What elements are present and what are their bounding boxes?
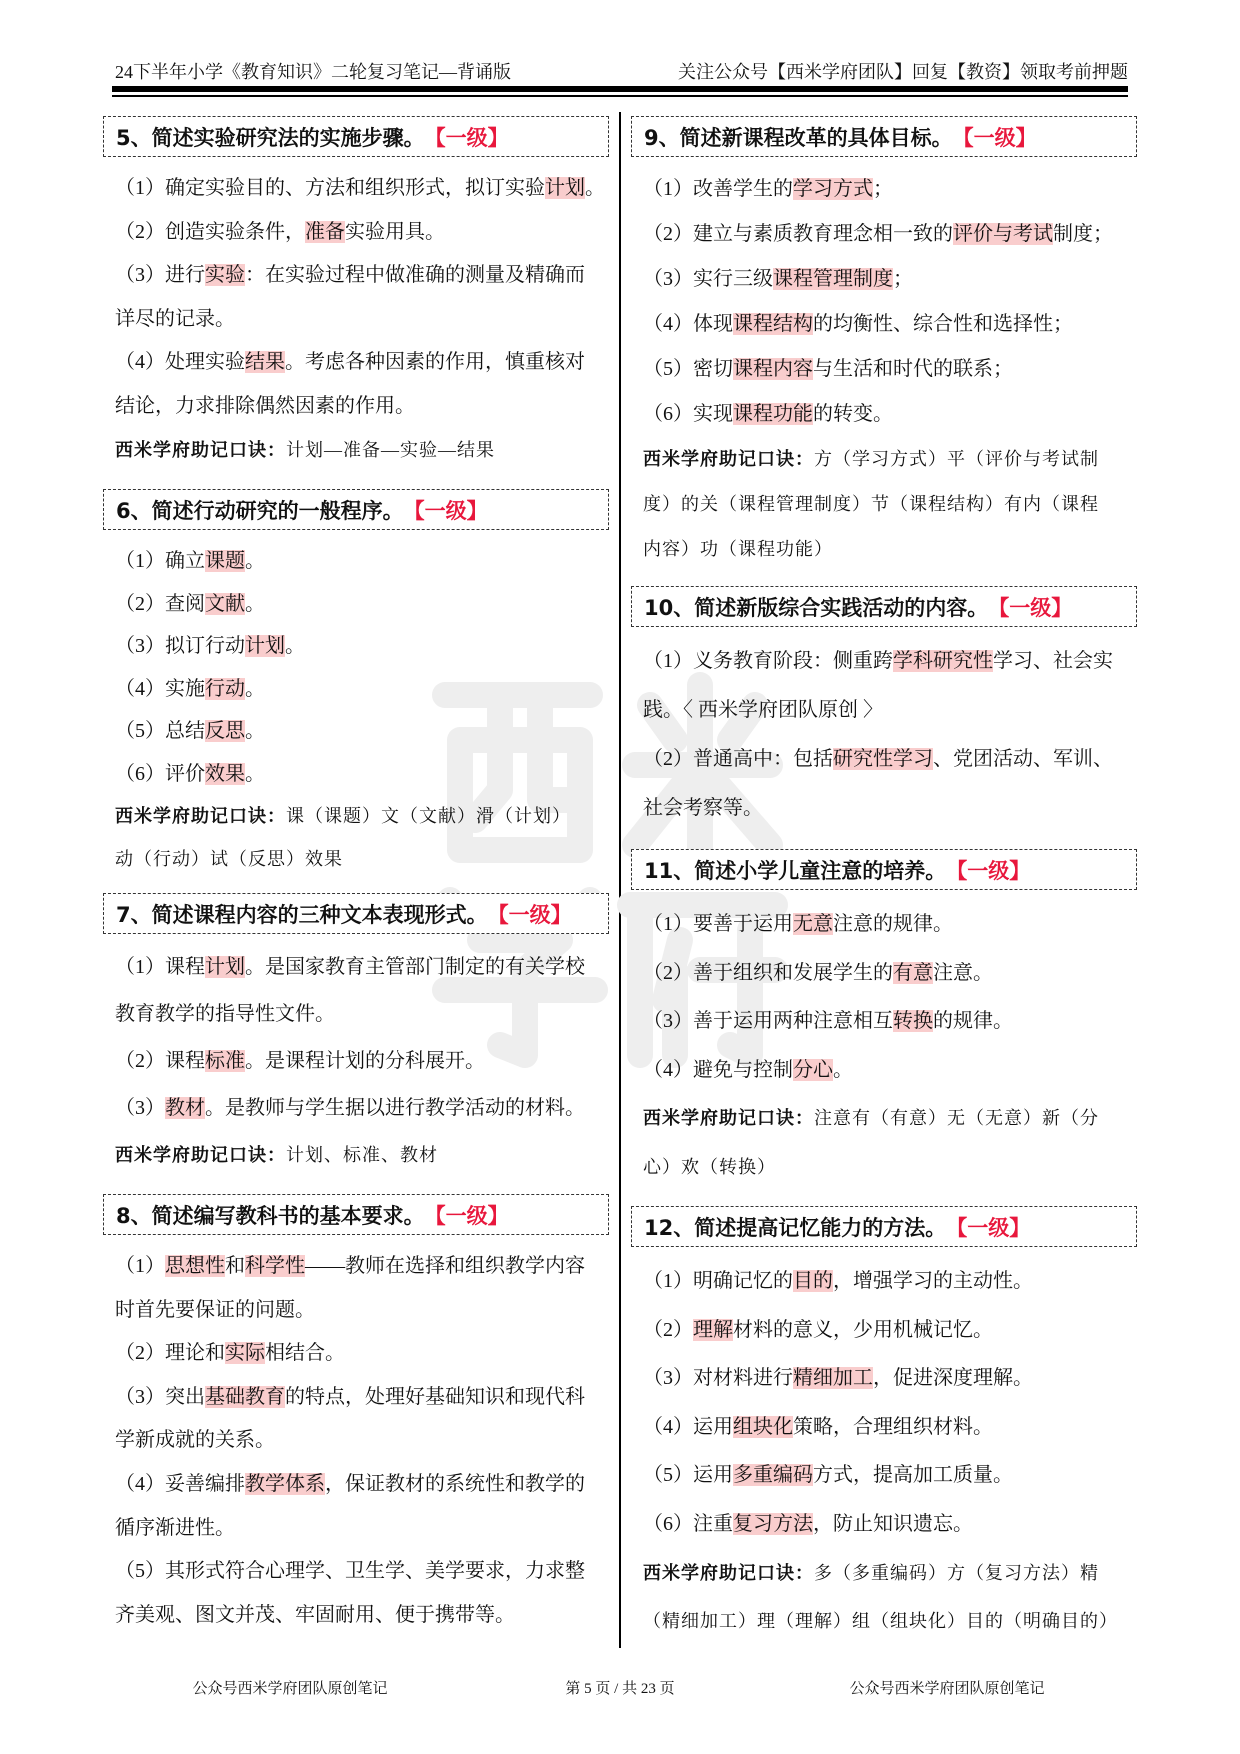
level-badge: 【一级】 — [403, 498, 488, 523]
answer-text: （2）普通高中：包括 — [643, 748, 833, 770]
answer-line — [115, 1289, 609, 1333]
answer-text: （1）要善于运用 — [643, 913, 793, 935]
answer-line — [115, 1463, 609, 1507]
highlighted-keyword: 计划 — [245, 635, 285, 657]
mnemonic-text: 计划—准备—实验—结果 — [286, 439, 495, 460]
mnemonic-text: （精细加工）理（理解）组（组块化）目的（明确目的） — [643, 1611, 1118, 1632]
question-title-box — [631, 116, 1137, 157]
answer-line — [115, 944, 609, 991]
mnemonic-label: 西米学府助记口诀： — [115, 1145, 286, 1165]
answer-text: 学新成就的关系。 — [115, 1429, 275, 1452]
answer-text: （2）课程 — [115, 1050, 205, 1072]
answer-text: （5）运用 — [643, 1464, 733, 1487]
column-divider — [619, 112, 621, 1648]
answer-text: 详尽的记录。 — [115, 307, 235, 330]
mnemonic-line — [115, 795, 609, 838]
answer-text: 时首先要保证的问题。 — [115, 1298, 315, 1321]
highlighted-keyword: 无意 — [793, 913, 833, 935]
answer-text: （1）课程 — [115, 956, 205, 978]
answer-text: （4）妥善编排 — [115, 1472, 245, 1495]
answer-text: （1）确立 — [115, 550, 205, 572]
level-badge: 【一级】 — [946, 858, 1031, 883]
mnemonic-text: 度）的关（课程管理制度）节（课程结构）有内（课程 — [643, 494, 1099, 514]
answer-line — [643, 997, 1137, 1046]
level-badge: 【一级】 — [946, 1215, 1031, 1240]
answer-text: 。 — [285, 635, 305, 657]
answer-text: （1）改善学生的 — [643, 178, 793, 200]
mnemonic-line — [643, 1143, 1137, 1192]
answer-text: 。 — [245, 677, 265, 700]
answer-text: （3）拟订行动 — [115, 635, 245, 657]
answer-text: 。考虑各种因素的作用，慎重核对 — [285, 351, 585, 374]
highlighted-keyword: 计划 — [205, 956, 245, 978]
highlighted-keyword: 有意 — [893, 961, 933, 984]
mnemonic-text: 动（行动）试（反思）效果 — [115, 848, 343, 869]
highlighted-keyword: 科学性 — [245, 1255, 305, 1277]
answer-line — [115, 211, 609, 255]
answer-text: （2）理论和 — [115, 1342, 225, 1365]
answer-text: ，增强学习的主动性。 — [833, 1270, 1033, 1292]
answer-lines — [103, 157, 609, 472]
question-title-box — [103, 893, 609, 934]
answer-line — [115, 991, 609, 1038]
answer-line — [643, 1500, 1137, 1549]
answer-line — [115, 668, 609, 711]
answer-line — [115, 625, 609, 668]
question-title: 5、简述实验研究法的实施步骤。 — [116, 125, 425, 150]
answer-line — [115, 1038, 609, 1085]
answer-text: （2）查阅 — [115, 592, 205, 615]
mnemonic-text: 注意有（有意）无（无意）新（分 — [814, 1108, 1099, 1129]
answer-line — [115, 583, 609, 626]
answer-text: 结论，力求排除偶然因素的作用。 — [115, 394, 415, 417]
highlighted-keyword: 多重编码 — [733, 1464, 813, 1487]
answer-text: （1）义务教育阶段：侧重跨 — [643, 650, 893, 672]
highlighted-keyword: 基础教育 — [205, 1385, 285, 1408]
highlighted-keyword: 标准 — [205, 1050, 245, 1072]
header-rule-thin — [112, 95, 1128, 97]
answer-line — [643, 347, 1137, 392]
highlighted-keyword: 评价与考试 — [953, 223, 1053, 245]
answer-line — [643, 212, 1137, 257]
answer-text: 学习、社会实 — [993, 650, 1113, 672]
highlighted-keyword: 目的 — [793, 1270, 833, 1292]
highlighted-keyword: 效果 — [205, 762, 245, 785]
question-title: 7、简述课程内容的三种文本表现形式。 — [116, 902, 488, 927]
mnemonic-label: 西米学府助记口诀： — [643, 1562, 814, 1583]
level-badge: 【一级】 — [424, 125, 509, 150]
mnemonic-text: 心）欢（转换） — [643, 1156, 776, 1177]
answer-text: 。是国家教育主管部门制定的有关学校 — [245, 956, 585, 978]
highlighted-keyword: 组块化 — [733, 1415, 793, 1438]
answer-text: （1） — [115, 1255, 165, 1277]
answer-line — [643, 735, 1137, 784]
question-title: 6、简述行动研究的一般程序。 — [116, 498, 404, 523]
highlighted-keyword: 精细加工 — [793, 1367, 873, 1390]
answer-lines — [103, 530, 609, 880]
answer-text: 。 — [245, 720, 265, 742]
answer-line — [115, 753, 609, 796]
answer-line — [115, 1085, 609, 1132]
highlighted-keyword: 课题 — [205, 550, 245, 572]
mnemonic-line — [643, 1549, 1137, 1598]
question-title: 11、简述小学儿童注意的培养。 — [644, 858, 947, 883]
highlighted-keyword: 准备 — [305, 220, 345, 243]
answer-line — [115, 341, 609, 385]
question-section — [103, 1194, 609, 1637]
highlighted-keyword: 思想性 — [165, 1255, 225, 1277]
mnemonic-line — [643, 437, 1137, 482]
answer-line — [643, 167, 1137, 212]
answer-text: 策略，合理组织材料。 — [793, 1415, 993, 1438]
mnemonic-line — [643, 1597, 1137, 1646]
question-title: 9、简述新课程改革的具体目标。 — [644, 125, 953, 150]
answer-text: （3） — [115, 1097, 165, 1119]
answer-text: ：在实验过程中做准确的测量及精确而 — [245, 264, 585, 287]
answer-text: 。 — [245, 550, 265, 572]
answer-line — [643, 1354, 1137, 1403]
highlighted-keyword: 课程管理制度 — [773, 268, 893, 290]
answer-text: 循序渐进性。 — [115, 1516, 235, 1539]
answer-text: 践。〈 西米学府团队原创 〉 — [643, 699, 883, 721]
answer-text: （4）处理实验 — [115, 351, 245, 374]
level-badge: 【一级】 — [424, 1203, 509, 1228]
highlighted-keyword: 实验 — [205, 264, 245, 287]
answer-text: 的转变。 — [813, 403, 893, 425]
page-number: 第 5 页 / 共 23 页 — [565, 1681, 675, 1697]
answer-line — [643, 949, 1137, 998]
highlighted-keyword: 课程内容 — [733, 358, 813, 380]
answer-line — [115, 1376, 609, 1420]
answer-text: （5）密切 — [643, 358, 733, 380]
level-badge: 【一级】 — [988, 595, 1073, 620]
question-title: 10、简述新版综合实践活动的内容。 — [644, 595, 989, 620]
highlighted-keyword: 实际 — [225, 1342, 265, 1365]
answer-text: 方式，提高加工质量。 — [813, 1464, 1013, 1487]
mnemonic-text: 内容）功（课程功能） — [643, 539, 833, 559]
answer-text: （4）实施 — [115, 677, 205, 700]
answer-text: 的均衡性、综合性和选择性； — [813, 313, 1073, 335]
answer-text: （3）对材料进行 — [643, 1367, 793, 1390]
answer-line — [115, 1507, 609, 1551]
question-section — [631, 849, 1137, 1192]
question-title-box — [103, 489, 609, 530]
answer-text: ——教师在选择和组织教学内容 — [305, 1255, 585, 1277]
answer-text: ，防止知识遗忘。 — [813, 1512, 973, 1535]
mnemonic-text: 计划、标准、教材 — [286, 1145, 438, 1165]
question-section — [631, 116, 1137, 572]
answer-text: （6）评价 — [115, 762, 205, 785]
answer-text: 和 — [225, 1255, 245, 1277]
answer-lines — [103, 934, 609, 1179]
answer-text: 实验用具。 — [345, 220, 445, 243]
question-title-box — [103, 116, 609, 157]
answer-text: 的特点，处理好基础知识和现代科 — [285, 1385, 585, 1408]
answer-text: 。是课程计划的分科展开。 — [245, 1050, 485, 1072]
answer-line — [643, 302, 1137, 347]
highlighted-keyword: 理解 — [693, 1318, 733, 1341]
highlighted-keyword: 教学体系 — [245, 1472, 325, 1495]
answer-line — [115, 1419, 609, 1463]
answer-line — [115, 385, 609, 429]
answer-text: （3）进行 — [115, 264, 205, 287]
answer-text: 注意的规律。 — [833, 913, 953, 935]
answer-text: （2）建立与素质教育理念相一致的 — [643, 223, 953, 245]
highlighted-keyword: 反思 — [205, 720, 245, 742]
question-title: 8、简述编写教科书的基本要求。 — [116, 1203, 425, 1228]
answer-text: ，保证教材的系统性和教学的 — [325, 1472, 585, 1495]
header-rule-thick — [112, 86, 1128, 92]
answer-text: （6）注重 — [643, 1512, 733, 1535]
question-section — [103, 489, 609, 880]
answer-lines — [631, 890, 1137, 1192]
answer-line — [643, 1403, 1137, 1452]
answer-text: （2） — [643, 1318, 693, 1341]
answer-lines — [103, 1235, 609, 1637]
answer-line — [643, 1257, 1137, 1306]
answer-line — [115, 298, 609, 342]
answer-line — [643, 1046, 1137, 1095]
answer-lines — [631, 627, 1137, 833]
mnemonic-label: 西米学府助记口诀： — [643, 449, 814, 469]
mnemonic-line — [115, 429, 609, 473]
answer-text: 。 — [245, 762, 265, 785]
mnemonic-line — [643, 482, 1137, 527]
answer-text: ； — [893, 268, 913, 290]
mnemonic-text: 方（学习方式）平（评价与考试制 — [814, 449, 1099, 469]
highlighted-keyword: 学习方式 — [793, 178, 873, 200]
mnemonic-line — [643, 1094, 1137, 1143]
answer-text: 。是教师与学生据以进行教学活动的材料。 — [205, 1097, 585, 1119]
mnemonic-line — [643, 527, 1137, 572]
highlighted-keyword: 结果 — [245, 351, 285, 374]
highlighted-keyword: 学科研究性 — [893, 650, 993, 672]
answer-text: 、党团活动、军训、 — [933, 748, 1113, 770]
answer-text: （2）善于组织和发展学生的 — [643, 961, 893, 984]
mnemonic-line — [115, 1132, 609, 1179]
answer-text: （3）实行三级 — [643, 268, 773, 290]
highlighted-keyword: 计划 — [545, 177, 585, 199]
answer-text: （1）确定实验目的、方法和组织形式，拟订实验 — [115, 177, 545, 199]
answer-line — [643, 686, 1137, 735]
mnemonic-label: 西米学府助记口诀： — [115, 439, 286, 460]
answer-text: ，促进深度理解。 — [873, 1367, 1033, 1390]
highlighted-keyword: 教材 — [165, 1097, 205, 1119]
highlighted-keyword: 复习方法 — [733, 1512, 813, 1535]
answer-text: （5）其形式符合心理学、卫生学、美学要求，力求整 — [115, 1560, 585, 1583]
question-title-box — [631, 1206, 1137, 1247]
answer-text: （4）运用 — [643, 1415, 733, 1438]
answer-line — [115, 1550, 609, 1594]
answer-line — [115, 1332, 609, 1376]
question-title-box — [103, 1194, 609, 1235]
question-section — [103, 893, 609, 1179]
answer-text: （5）总结 — [115, 720, 205, 742]
answer-text: 与生活和时代的联系； — [813, 358, 1013, 380]
question-title-box — [631, 849, 1137, 890]
answer-line — [643, 900, 1137, 949]
answer-line — [115, 540, 609, 583]
question-section — [631, 586, 1137, 833]
mnemonic-label: 西米学府助记口诀： — [643, 1108, 814, 1129]
answer-line — [643, 784, 1137, 833]
highlighted-keyword: 转换 — [893, 1010, 933, 1033]
level-badge: 【一级】 — [952, 125, 1037, 150]
footer-left: 公众号西米学府团队原创笔记 — [192, 1681, 388, 1697]
answer-line — [643, 257, 1137, 302]
answer-text: （2）创造实验条件， — [115, 220, 305, 243]
question-title-box — [631, 586, 1137, 627]
question-title: 12、简述提高记忆能力的方法。 — [644, 1215, 947, 1240]
answer-line — [115, 1245, 609, 1289]
highlighted-keyword: 文献 — [205, 592, 245, 615]
answer-text: 注意。 — [933, 961, 993, 984]
answer-line — [643, 1306, 1137, 1355]
answer-text: （4）避免与控制 — [643, 1058, 793, 1081]
highlighted-keyword: 行动 — [205, 677, 245, 700]
header-title: 24下半年小学《教育知识》二轮复习笔记—背诵版 — [115, 62, 511, 82]
highlighted-keyword: 课程结构 — [733, 313, 813, 335]
answer-text: 。 — [585, 177, 605, 199]
answer-text: （6）实现 — [643, 403, 733, 425]
answer-line — [115, 167, 609, 211]
answer-text: （1）明确记忆的 — [643, 1270, 793, 1292]
highlighted-keyword: 研究性学习 — [833, 748, 933, 770]
answer-text: 。 — [833, 1058, 853, 1081]
highlighted-keyword: 课程功能 — [733, 403, 813, 425]
answer-text: 相结合。 — [265, 1342, 345, 1365]
answer-line — [115, 710, 609, 753]
answer-text: 制度； — [1053, 223, 1113, 245]
answer-text: ； — [873, 178, 893, 200]
answer-text: 齐美观、图文并茂、牢固耐用、便于携带等。 — [115, 1603, 515, 1626]
answer-text: 的规律。 — [933, 1010, 1013, 1033]
question-section — [103, 116, 609, 472]
answer-line — [115, 254, 609, 298]
answer-text: （4）体现 — [643, 313, 733, 335]
answer-text: （3）突出 — [115, 1385, 205, 1408]
level-badge: 【一级】 — [487, 902, 572, 927]
mnemonic-label: 西米学府助记口诀： — [115, 806, 286, 826]
header-promo: 关注公众号【西米学府团队】回复【教资】领取考前押题 — [678, 62, 1128, 82]
answer-lines — [631, 157, 1137, 572]
answer-text: 。 — [245, 592, 265, 615]
answer-line — [643, 392, 1137, 437]
answer-text: 社会考察等。 — [643, 797, 763, 819]
answer-line — [115, 1594, 609, 1638]
footer-right: 公众号西米学府团队原创笔记 — [849, 1681, 1045, 1697]
answer-text: 材料的意义，少用机械记忆。 — [733, 1318, 993, 1341]
question-section — [631, 1206, 1137, 1646]
mnemonic-text: 多（多重编码）方（复习方法）精 — [814, 1562, 1099, 1583]
answer-line — [643, 1451, 1137, 1500]
answer-line — [643, 637, 1137, 686]
mnemonic-text: 课（课题）文（文献）滑（计划） — [286, 806, 571, 826]
mnemonic-line — [115, 838, 609, 881]
answer-lines — [631, 1247, 1137, 1646]
answer-text: 教育教学的指导性文件。 — [115, 1003, 335, 1025]
answer-text: （3）善于运用两种注意相互 — [643, 1010, 893, 1033]
highlighted-keyword: 分心 — [793, 1058, 833, 1081]
